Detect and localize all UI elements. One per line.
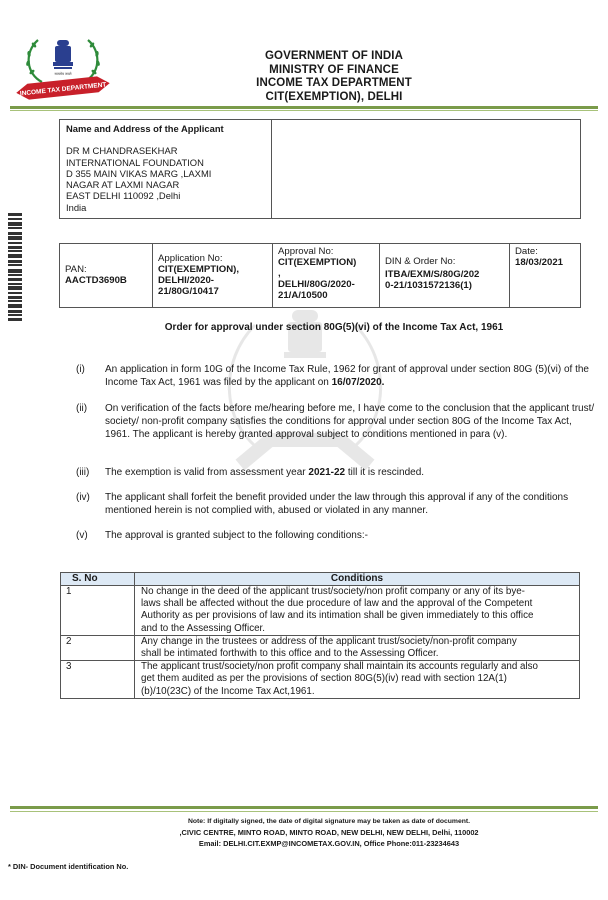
address-line: NAGAR AT LAXMI NAGAR [66,179,180,191]
paragraph-text: On verification of the facts before me/hearing before me, I have come to the conclusion that the applicant trust/ society/ non-profit company satisfies the conditions for approval under section 80G of the Income Tax Act, 1961. The applicant is hereby granted approval subject to conditions mentioned in para (v). [105,403,595,441]
footer-address: ,CIVIC CENTRE, MINTO ROAD, MINTO ROAD, NEW DELHI, NEW DELHI, Delhi, 110002 [179,828,479,837]
header-title-block [0,50,608,104]
approval-value-line: , [278,268,281,279]
order-title: Order for approval under section 80G(5)(vi) of the Income Tax Act, 1961 [164,322,504,333]
din-value-line: 0-21/1031572136(1) [385,280,472,291]
paragraph-iii [76,466,596,479]
paragraph-number: (v) [76,530,88,541]
row-condition: The applicant trust/society/non profit company shall maintain its accounts regularly and also get them audited as per the provisions of section 80G(5)(iv) read with section 12A(1)(b)/10(23C) of the Income Tax Act,1961. [135,661,580,699]
row-sno: 2 [61,635,135,660]
approval-number-cell [273,244,380,307]
header-line-department: INCOME TAX DEPARTMENT [256,77,412,89]
date-value: 18/03/2021 [515,257,564,268]
approval-value-line: CIT(EXEMPTION) [278,257,357,268]
table-row [61,586,580,636]
barcode [8,213,22,331]
approval-value-line: DELHI/80G/2020- [278,279,355,290]
header-line-government: GOVERNMENT OF INDIA [265,50,403,62]
filing-date: 16/07/2020. [331,377,385,389]
footer-divider [10,806,598,809]
din-label: DIN & Order No: [385,256,456,267]
order-info-row [59,243,581,308]
address-line: India [66,201,87,213]
column-header-sno: S. No [61,573,135,586]
application-label: Application No: [158,253,223,264]
column-header-conditions: Conditions [135,573,580,586]
application-value-line: CIT(EXEMPTION), [158,264,240,275]
row-condition: No change in the deed of the applicant trust/society/non profit company or any of its bye-laws shall be affected without the due procedure of law and the approval of the Competent Authority as per provisions of law and its intimation shall be given immediately to this office and to the Assessing Officer. [135,586,580,636]
application-number-cell [153,244,273,307]
pan-value: AACTD3690B [65,275,127,286]
header-line-ministry: MINISTRY OF FINANCE [269,63,399,76]
row-sno: 3 [61,661,135,699]
row-sno: 1 [61,586,135,636]
table-header-row [61,573,580,586]
applicant-box [59,119,581,219]
paragraph-ii [76,402,596,442]
approval-value-line: 21/A/10500 [278,290,328,301]
din-order-cell [380,244,510,307]
address-line: INTERNATIONAL FOUNDATION [66,156,204,168]
paragraph-text [105,363,596,389]
date-cell [510,244,580,307]
application-value-line: 21/80G/10417 [158,286,219,297]
footer-divider-thin [10,811,598,812]
din-value-line: ITBA/EXM/S/80G/202 [385,269,480,280]
paragraph-number: (iii) [76,467,90,478]
assessment-year: 2021-22 [308,467,346,478]
application-value-line: DELHI/2020- [158,275,214,286]
paragraph-text-part: The exemption is valid from assessment year [105,467,309,478]
paragraph-number: (iv) [76,492,90,503]
paragraph-number: (i) [76,364,85,375]
address-line: EAST DELHI 110092 ,Delhi [66,190,181,202]
paragraph-i [76,363,596,389]
header-line-office: CIT(EXEMPTION), DELHI [265,90,403,103]
header-divider [10,106,598,109]
address-line: D 355 MAIN VIKAS MARG ,LAXMI [66,167,212,179]
footer-note: Note: If digitally signed, the date of digital signature may be taken as date of document. [187,818,471,825]
paragraph-text-part: An application in form 10G of the Income Tax Rule, 1962 for grant of approval under section 80G (5)(vi) of the Income Tax Act, 1961 was filed by the applicant on [105,364,589,389]
svg-text:सत्यमेव जयते: सत्यमेव जयते [54,72,72,76]
header-divider-thin [10,110,598,111]
paragraph-v [76,529,596,542]
table-row [61,661,580,699]
conditions-table [60,572,580,699]
paragraph-text: The applicant shall forfeit the benefit provided under the law through this approval if any of the conditions mentioned herein is not complied with, abused or violated in any manner. [105,492,569,517]
din-footnote: * DIN- Document identification No. [8,862,129,871]
paragraph-iv [76,491,596,517]
table-row [61,635,580,660]
applicant-details [60,120,272,218]
pan-cell [60,244,153,307]
paragraph-text [105,466,596,479]
paragraph-text-part: till it is rescinded. [345,467,425,478]
pan-label: PAN: [65,264,87,275]
date-label: Date: [515,246,538,257]
footer-block [0,816,608,849]
svg-text:INCOME TAX DEPARTMENT: INCOME TAX DEPARTMENT [19,81,107,98]
row-condition: Any change in the trustees or address of the applicant trust/society/non-profit company shall be intimated forthwith to this office and to the Assessing Officer. [135,635,580,660]
applicant-blank-area [272,120,580,218]
paragraph-number: (ii) [76,403,88,414]
paragraph-text: The approval is granted subject to the following conditions:- [105,530,368,541]
address-line: DR M CHANDRASEKHAR [66,145,178,157]
approval-label: Approval No: [278,246,334,257]
footer-contact: Email: DELHI.CIT.EXMP@INCOMETAX.GOV.IN, Office Phone:011-23234643 [198,839,460,848]
applicant-label: Name and Address of the Applicant [66,123,224,134]
